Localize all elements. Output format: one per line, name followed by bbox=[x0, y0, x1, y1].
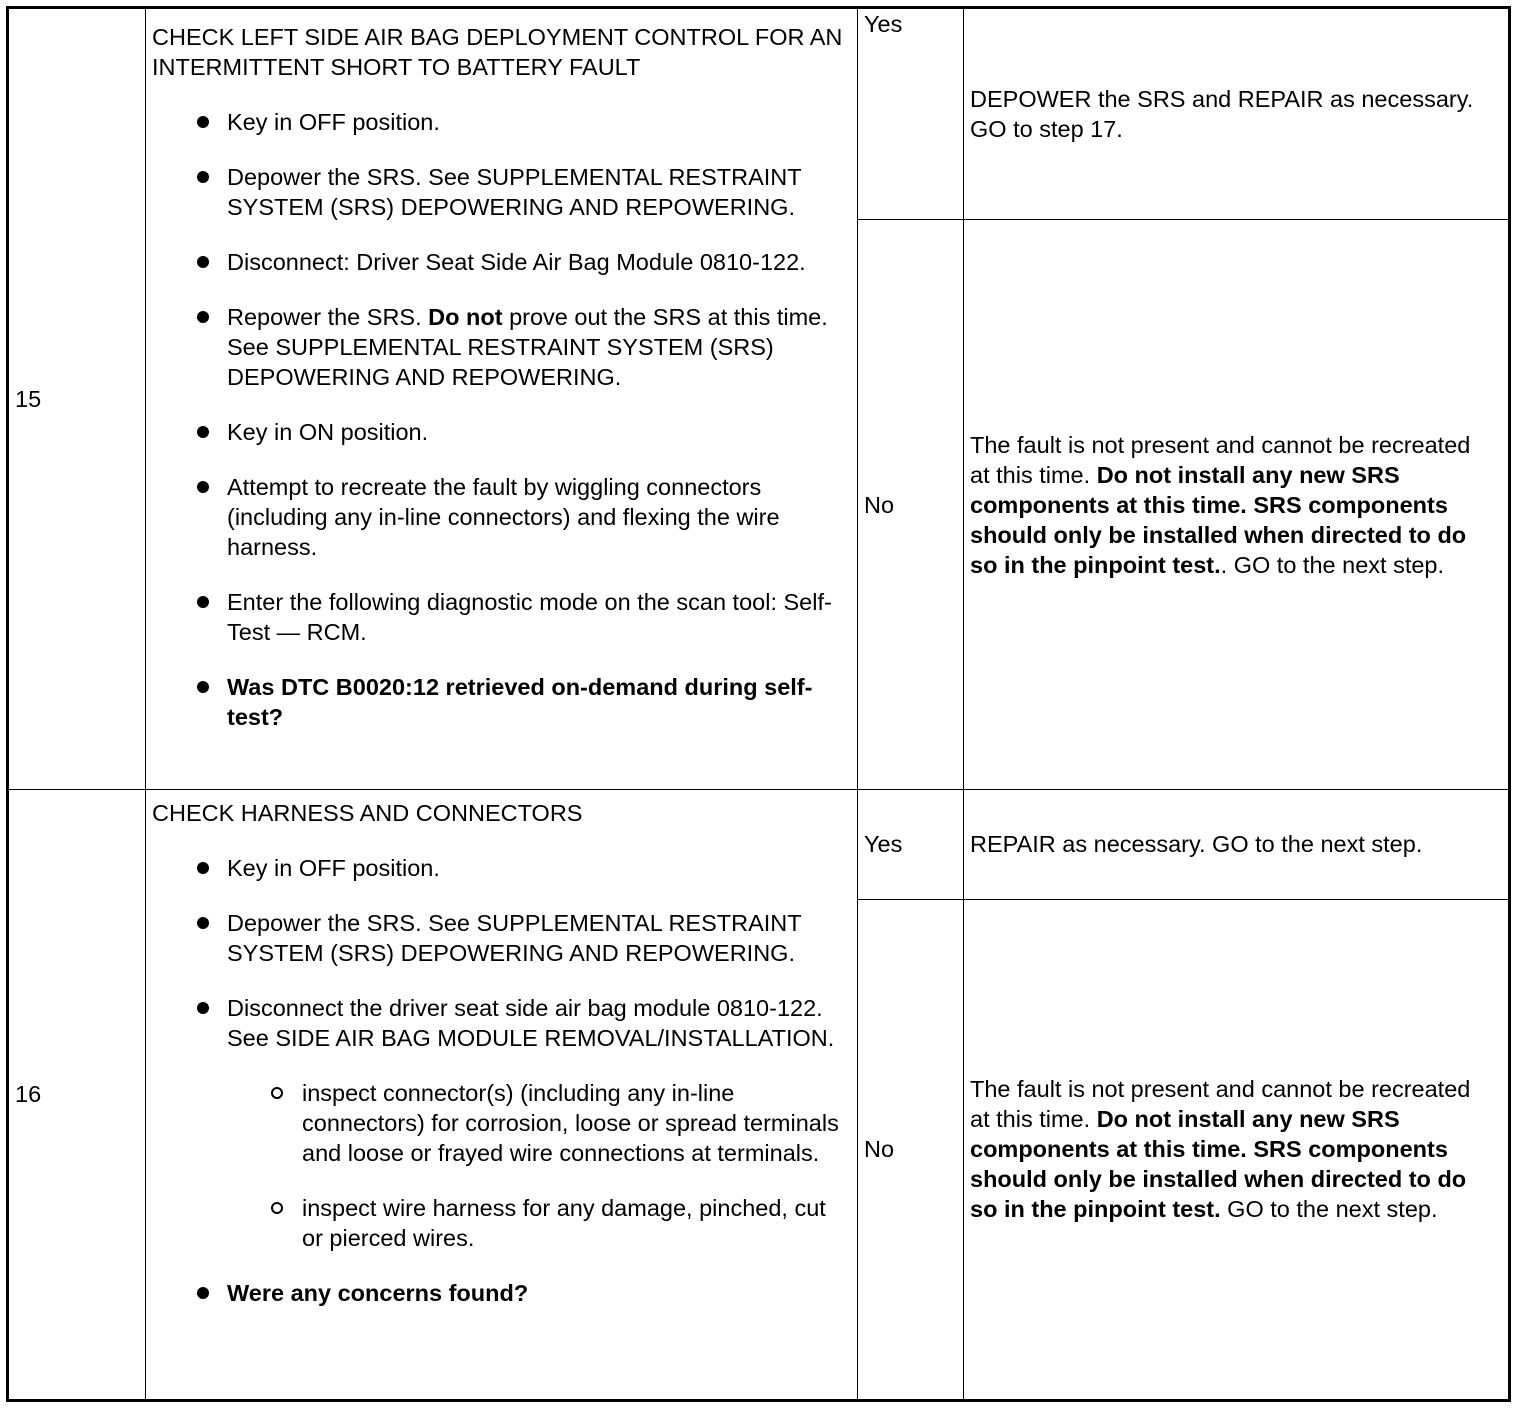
list-item: Attempt to recreate the fault by wiggling connectors (including any in-line connectors) and flexing the wire harness. bbox=[152, 472, 851, 562]
result-bold-text: Do not install any new SRS components at this time. SRS components should only be installed when directed to do so in the pinpoint test. bbox=[970, 461, 1467, 578]
list-item: Key in OFF position. bbox=[152, 853, 851, 883]
answer-yes: Yes bbox=[858, 8, 964, 220]
result-yes: DEPOWER the SRS and REPAIR as necessary. GO to step 17. bbox=[964, 8, 1510, 220]
list-item: Key in ON position. bbox=[152, 417, 851, 447]
step-title: CHECK HARNESS AND CONNECTORS bbox=[152, 799, 583, 826]
list-item-bold-text: Do not bbox=[428, 304, 503, 330]
step-number: 15 bbox=[8, 8, 146, 790]
question-text: Was DTC B0020:12 retrieved on-demand during self-test? bbox=[227, 674, 813, 730]
result-text: The fault is not present and cannot be recreated at this time. bbox=[970, 1076, 1471, 1133]
result-bold-text: Do not install any new SRS components at this time. SRS components should only be installed when directed to do so in the pinpoint test. bbox=[970, 1106, 1467, 1223]
sub-list-item: inspect connector(s) (including any in-line connectors) for corrosion, loose or spread terminals and loose or frayed wire connections at terminals. bbox=[227, 1078, 851, 1168]
test-actions bbox=[146, 8, 858, 790]
action-list bbox=[152, 853, 851, 1308]
result-yes: REPAIR as necessary. GO to the next step. bbox=[964, 789, 1510, 899]
pinpoint-test-table bbox=[6, 6, 1511, 1402]
list-item-text: Disconnect the driver seat side air bag module 0810-122. See SIDE AIR BAG MODULE REMOVAL/INSTALLATION. bbox=[227, 994, 835, 1051]
list-item: Disconnect: Driver Seat Side Air Bag Module 0810-122. bbox=[152, 247, 851, 277]
answer-no: No bbox=[858, 899, 964, 1400]
list-item bbox=[152, 302, 851, 392]
list-item: Key in OFF position. bbox=[152, 107, 851, 137]
action-list bbox=[152, 107, 851, 732]
step-title: CHECK LEFT SIDE AIR BAG DEPLOYMENT CONTROL FOR AN INTERMITTENT SHORT TO BATTERY FAULT bbox=[152, 24, 843, 80]
sub-action-list bbox=[227, 1078, 851, 1253]
answer-yes: Yes bbox=[858, 789, 964, 899]
list-item: Depower the SRS. See SUPPLEMENTAL RESTRAINT SYSTEM (SRS) DEPOWERING AND REPOWERING. bbox=[152, 162, 851, 222]
list-item bbox=[152, 672, 851, 732]
result-text: GO to the next step. bbox=[1220, 1196, 1438, 1223]
list-item-text: Repower the SRS. bbox=[227, 304, 429, 330]
list-item-text: prove out the SRS at this time. See SUPPLEMENTAL RESTRAINT SYSTEM (SRS) DEPOWERING AND REPOWERING. bbox=[227, 304, 828, 390]
result-text: . GO to the next step. bbox=[1220, 551, 1445, 578]
result-text: The fault is not present and cannot be recreated at this time. bbox=[970, 431, 1471, 488]
result-no bbox=[964, 899, 1510, 1400]
question-text: Were any concerns found? bbox=[227, 1279, 529, 1306]
result-no bbox=[964, 220, 1510, 789]
list-item bbox=[152, 1278, 851, 1308]
table-row bbox=[8, 789, 1510, 899]
answer-no: No bbox=[858, 220, 964, 789]
step-number: 16 bbox=[8, 789, 146, 1400]
sub-list-item: inspect wire harness for any damage, pinched, cut or pierced wires. bbox=[227, 1193, 851, 1253]
list-item bbox=[152, 993, 851, 1253]
test-actions bbox=[146, 789, 858, 1400]
list-item: Enter the following diagnostic mode on the scan tool: Self-Test — RCM. bbox=[152, 587, 851, 647]
table-row bbox=[8, 8, 1510, 220]
list-item: Depower the SRS. See SUPPLEMENTAL RESTRAINT SYSTEM (SRS) DEPOWERING AND REPOWERING. bbox=[152, 908, 851, 968]
